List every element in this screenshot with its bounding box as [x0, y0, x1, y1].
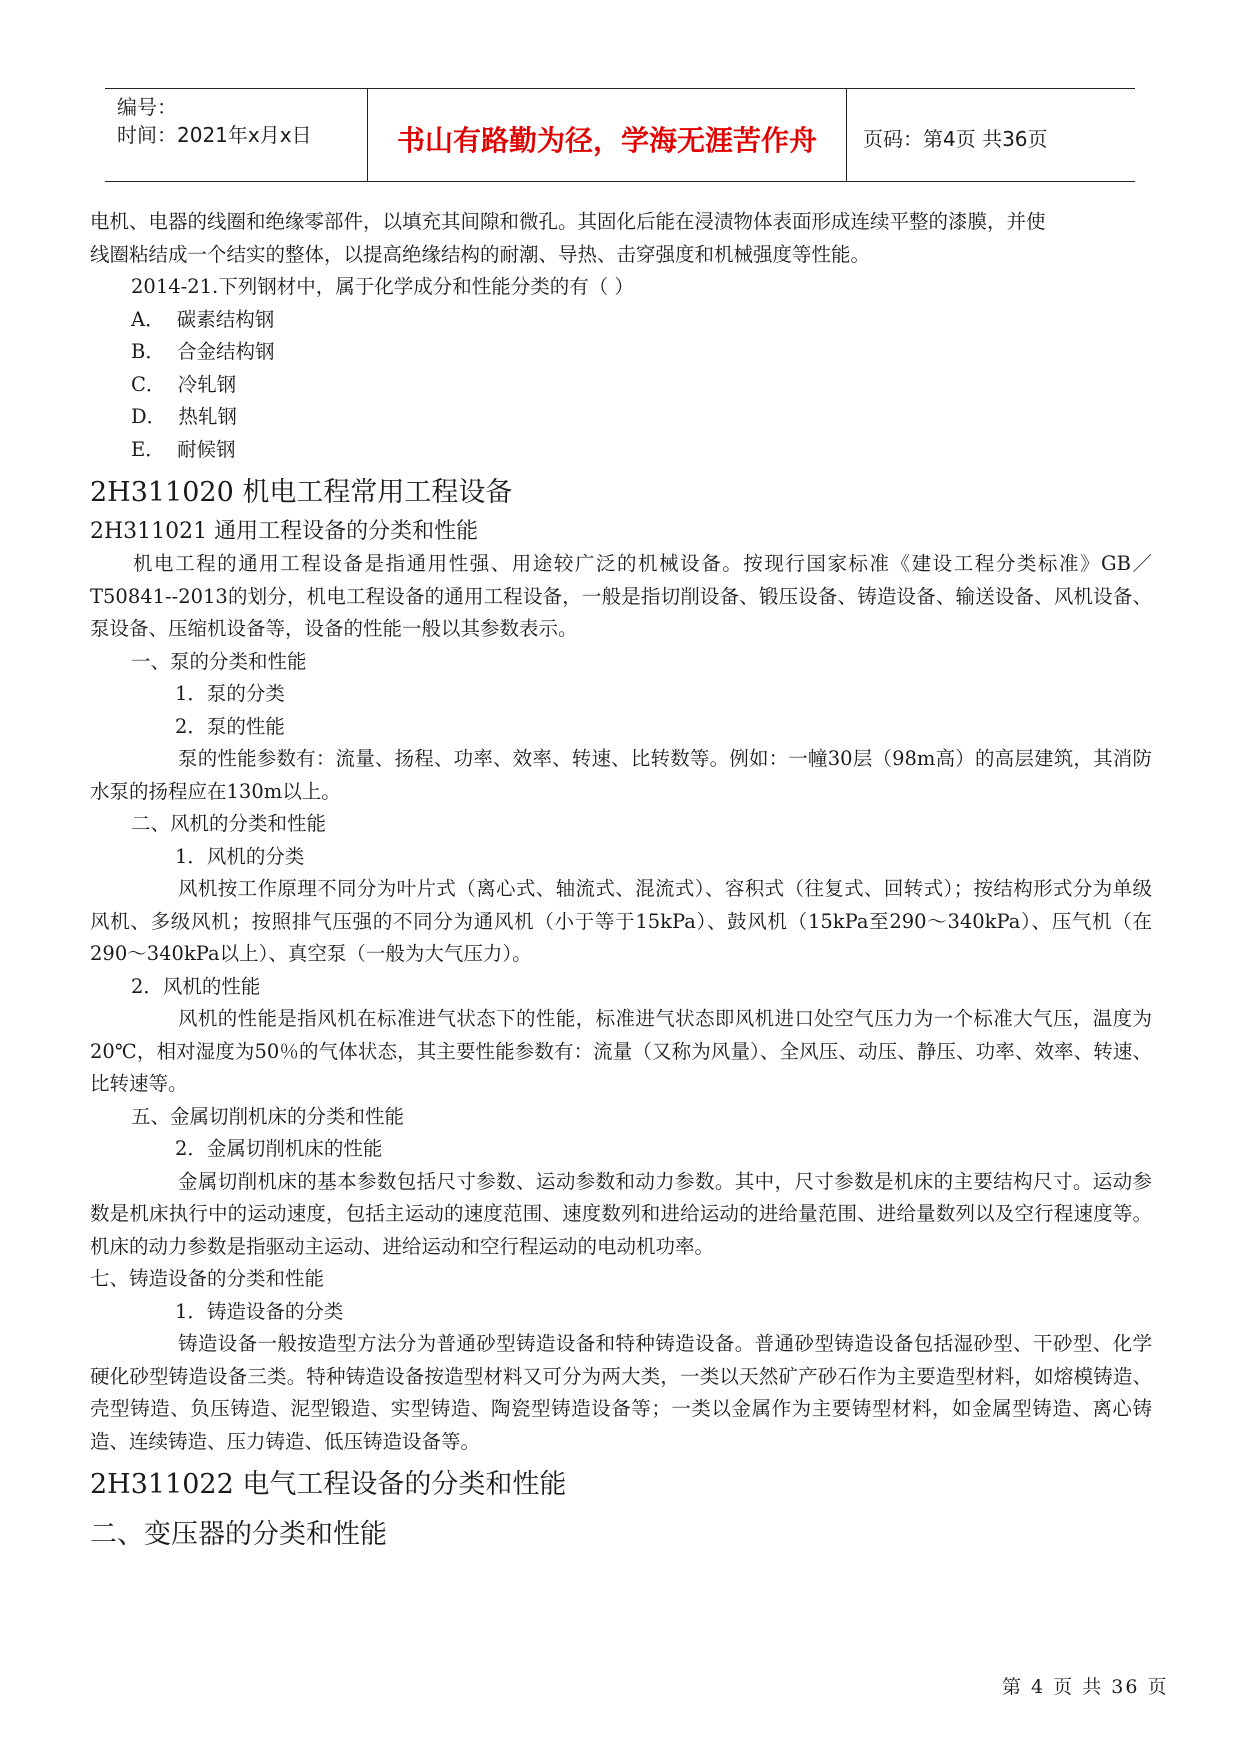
motto: 书山有路勤为径，学海无涯苦作舟: [396, 124, 817, 157]
option-text: 耐候钢: [176, 437, 236, 461]
option-key: D．: [131, 405, 167, 428]
casting-section-title: 七、铸造设备的分类和性能: [90, 1267, 325, 1290]
lathe-section-title: 五、金属切削机床的分类和性能: [131, 1104, 405, 1128]
heading-2h311021: 2H311021 通用工程设备的分类和性能: [90, 519, 479, 544]
pump-section-title: 一、泵的分类和性能: [131, 649, 307, 673]
number-label: 编号：: [117, 95, 177, 119]
option-key: A．: [131, 307, 165, 331]
option-a: [90, 304, 1152, 337]
lathe-performance: 2．金属切削机床的性能: [175, 1137, 383, 1160]
page-code: 页码：第4页 共36页: [863, 127, 1048, 151]
option-text: 热轧钢: [178, 405, 237, 428]
casting-paragraph: 铸造设备一般按造型方法分为普通砂型铸造设备和特种铸造设备。普通砂型铸造设备包括湿砂型、干砂型、化学硬化砂型铸造设备三类。特种铸造设备按造型材料又可分为两大类，一类以天然矿产砂石作为主要造型材料，如熔模铸造、壳型铸造、负压铸造、泥型锻造、实型铸造、陶瓷型铸造设备等；一类以金属作为主要铸型材料，如金属型铸造、离心铸造、连续铸造、压力铸造、低压铸造设备等。: [90, 1332, 1152, 1453]
document-body: [90, 206, 1152, 1558]
option-text: 碳素结构钢: [176, 307, 275, 331]
fan-performance: 2．风机的性能: [131, 974, 261, 998]
question: 2014-21.下列钢材中，属于化学成分和性能分类的有（ ）: [131, 275, 634, 298]
heading-2h311022: 2H311022 电气工程设备的分类和性能: [90, 1469, 567, 1500]
transformer-section-title: 二、变压器的分类和性能: [90, 1519, 387, 1550]
time-label: 时间：2021年x月x日: [117, 123, 312, 147]
option-b: [90, 336, 1152, 369]
header-page-cell: [847, 89, 1135, 181]
header-motto-cell: [368, 89, 847, 181]
fan-paragraph-2: 风机的性能是指风机在标准进气状态下的性能，标准进气状态即风机进口处空气压力为一个标准大气压，温度为20℃，相对湿度为50％的气体状态，其主要性能参数有：流量（又称为风量）、全风压、动压、静压、功率、效率、转速、比转速等。: [90, 1007, 1152, 1095]
option-text: 合金结构钢: [177, 340, 275, 363]
option-text: 冷轧钢: [177, 372, 237, 396]
page-footer: 第 4 页 共 36 页: [1002, 1676, 1169, 1698]
option-key: E．: [131, 437, 165, 461]
intro-line-1: 电机、电器的线圈和绝缘零部件，以填充其间隙和微孔。其固化后能在浸渍物体表面形成连续平整的漆膜，并使: [90, 210, 1046, 233]
lathe-paragraph: 金属切削机床的基本参数包括尺寸参数、运动参数和动力参数。其中，尺寸参数是机床的主要结构尺寸。运动参数是机床执行中的运动速度，包括主运动的速度范围、速度数列和进给运动的进给量范围、进给量数列以及空行程速度等。机床的动力参数是指驱动主运动、进给运动和空行程运动的电动机功率。: [90, 1169, 1152, 1258]
option-d: [90, 401, 1152, 434]
page-header: [105, 88, 1135, 182]
pump-performance: 2．泵的性能: [175, 714, 285, 738]
casting-classification: 1．铸造设备的分类: [175, 1299, 344, 1323]
header-meta-cell: [105, 89, 368, 181]
fan-paragraph-1: 风机按工作原理不同分为叶片式（离心式、轴流式、混流式）、容积式（往复式、回转式）；按结构形式分为单级风机、多级风机；按照排气压强的不同分为通风机（小于等于15kPa）、鼓风机（15kPa至290～340kPa）、压气机（在290～340kPa以上）、真空泵（一般为大气压力）。: [90, 877, 1152, 965]
fan-classification: 1．风机的分类: [175, 844, 305, 868]
fan-section-title: 二、风机的分类和性能: [131, 812, 327, 835]
option-key: B．: [131, 340, 165, 363]
option-key: C．: [131, 372, 166, 396]
pump-paragraph: 泵的性能参数有：流量、扬程、功率、效率、转速、比转数等。例如：一幢30层（98m高）的高层建筑，其消防水泵的扬程应在130m以上。: [90, 747, 1152, 803]
heading-2h311020: 2H311020 机电工程常用工程设备: [90, 477, 513, 508]
general-equipment-paragraph: 机电工程的通用工程设备是指通用性强、用途较广泛的机械设备。按现行国家标准《建设工程分类标准》GB／T50841--2013的划分，机电工程设备的通用工程设备，一般是指切削设备、锻压设备、铸造设备、输送设备、风机设备、泵设备、压缩机设备等，设备的性能一般以其参数表示。: [90, 552, 1152, 640]
pump-classification: 1．泵的分类: [175, 682, 285, 705]
option-e: [90, 434, 1152, 467]
intro-line-2: 线圈粘结成一个结实的整体，以提高绝缘结构的耐潮、导热、击穿强度和机械强度等性能。: [90, 242, 871, 266]
option-c: [90, 369, 1152, 402]
